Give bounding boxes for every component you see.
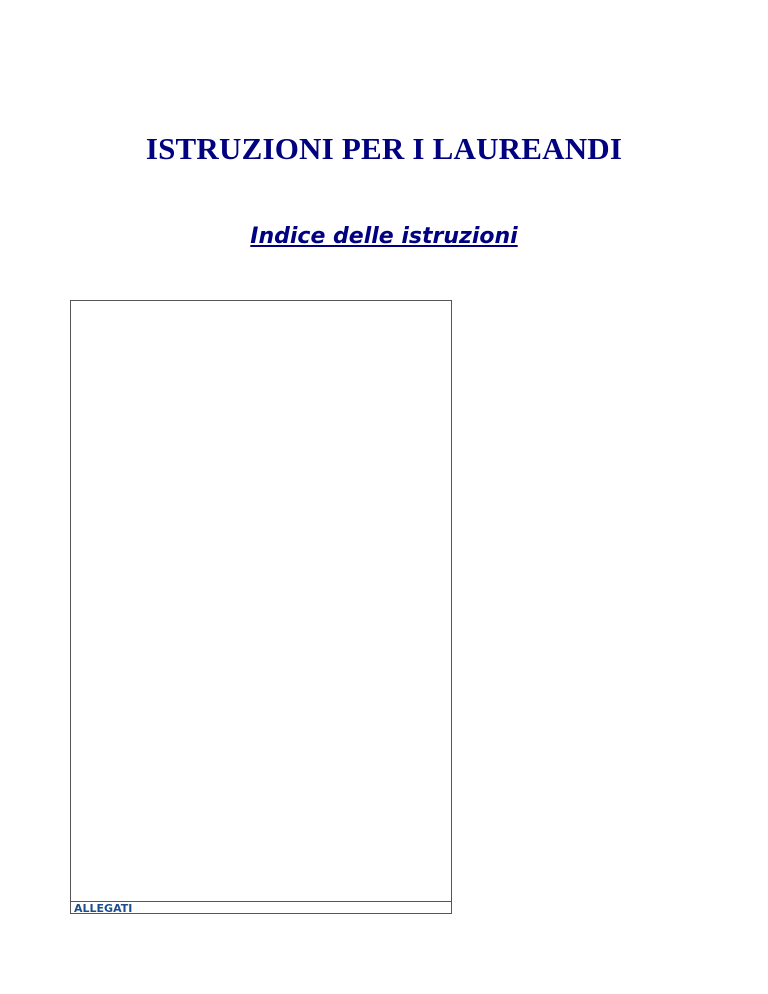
table-of-contents (70, 300, 452, 914)
document-title: ISTRUZIONI PER I LAUREANDI (145, 131, 623, 166)
document-subtitle: Indice delle istruzioni (250, 224, 518, 249)
allegati-link[interactable]: ALLEGATI (74, 902, 133, 915)
allegati-bar (71, 901, 451, 915)
